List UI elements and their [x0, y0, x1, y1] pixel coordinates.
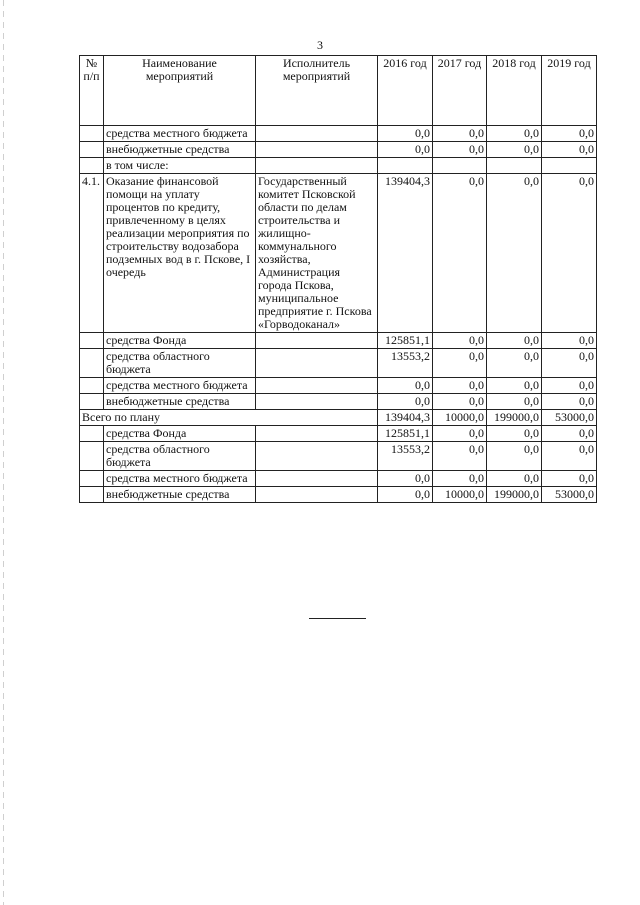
value-2017: 0,0 — [433, 349, 487, 378]
row-num — [80, 442, 104, 471]
row-name: средства Фонда — [104, 333, 256, 349]
value-2017: 0,0 — [433, 333, 487, 349]
value-2018: 0,0 — [487, 174, 542, 333]
row-num — [80, 333, 104, 349]
end-divider — [309, 618, 366, 619]
table-row — [80, 174, 597, 333]
budget-table — [79, 55, 597, 503]
value-2019: 0,0 — [542, 394, 597, 410]
value-2018: 0,0 — [487, 349, 542, 378]
row-num — [80, 142, 104, 158]
value-2017: 10000,0 — [433, 487, 487, 503]
row-num — [80, 471, 104, 487]
total-sub-row — [80, 487, 597, 503]
row-executor — [256, 471, 378, 487]
value-2019: 0,0 — [542, 426, 597, 442]
value-2019: 53000,0 — [542, 487, 597, 503]
total-label: Всего по плану — [80, 410, 378, 426]
row-num — [80, 487, 104, 503]
value-2018: 0,0 — [487, 426, 542, 442]
row-name: внебюджетные средства — [104, 487, 256, 503]
value-2017: 0,0 — [433, 442, 487, 471]
table-row — [80, 158, 597, 174]
row-name: средства областного бюджета — [104, 349, 256, 378]
page-number: 3 — [317, 38, 323, 52]
table-row — [80, 333, 597, 349]
row-executor: Государственный комитет Псковской области по делам строительства и жилищно-коммунального хозяйства, Администрация города Пскова, муниципальное предприятие г. Пскова «Горводоканал» — [256, 174, 378, 333]
value-2016: 139404,3 — [378, 174, 433, 333]
value-2016: 0,0 — [378, 394, 433, 410]
value-2017: 0,0 — [433, 394, 487, 410]
row-num — [80, 426, 104, 442]
value-2018: 0,0 — [487, 471, 542, 487]
row-num — [80, 378, 104, 394]
value-2016: 13553,2 — [378, 442, 433, 471]
header-year-2017: 2017 год — [433, 56, 487, 126]
value-2016 — [378, 158, 433, 174]
value-2017: 0,0 — [433, 126, 487, 142]
row-num: 4.1. — [80, 174, 104, 333]
row-name: в том числе: — [104, 158, 256, 174]
total-sub-row — [80, 426, 597, 442]
row-executor — [256, 487, 378, 503]
table-row — [80, 126, 597, 142]
value-2016: 0,0 — [378, 126, 433, 142]
value-2016: 0,0 — [378, 142, 433, 158]
row-num — [80, 349, 104, 378]
value-2017: 0,0 — [433, 471, 487, 487]
row-executor — [256, 126, 378, 142]
value-2017: 0,0 — [433, 142, 487, 158]
row-executor — [256, 442, 378, 471]
row-name: средства областного бюджета — [104, 442, 256, 471]
value-2019: 0,0 — [542, 333, 597, 349]
row-num — [80, 158, 104, 174]
row-name: внебюджетные средства — [104, 394, 256, 410]
row-num — [80, 126, 104, 142]
value-2019: 0,0 — [542, 174, 597, 333]
value-2019: 0,0 — [542, 378, 597, 394]
value-2017: 0,0 — [433, 174, 487, 333]
row-name: средства местного бюджета — [104, 378, 256, 394]
total-sub-row — [80, 471, 597, 487]
value-2017: 0,0 — [433, 378, 487, 394]
header-year-2019: 2019 год — [542, 56, 597, 126]
value-2016: 0,0 — [378, 378, 433, 394]
value-2016: 125851,1 — [378, 333, 433, 349]
value-2019: 0,0 — [542, 126, 597, 142]
table-row — [80, 142, 597, 158]
value-2019 — [542, 158, 597, 174]
total-2019: 53000,0 — [542, 410, 597, 426]
value-2019: 0,0 — [542, 142, 597, 158]
value-2019: 0,0 — [542, 442, 597, 471]
value-2018: 0,0 — [487, 442, 542, 471]
row-executor — [256, 394, 378, 410]
row-executor — [256, 158, 378, 174]
row-executor — [256, 142, 378, 158]
total-2017: 10000,0 — [433, 410, 487, 426]
value-2017 — [433, 158, 487, 174]
page-edge — [3, 0, 4, 905]
header-row — [80, 56, 597, 126]
row-name: средства Фонда — [104, 426, 256, 442]
value-2016: 0,0 — [378, 487, 433, 503]
row-name: средства местного бюджета — [104, 126, 256, 142]
value-2018: 0,0 — [487, 126, 542, 142]
total-2016: 139404,3 — [378, 410, 433, 426]
header-num: № п/п — [80, 56, 104, 126]
row-num — [80, 394, 104, 410]
table-row — [80, 378, 597, 394]
row-executor — [256, 378, 378, 394]
value-2019: 0,0 — [542, 471, 597, 487]
row-name: средства местного бюджета — [104, 471, 256, 487]
row-executor — [256, 333, 378, 349]
value-2018: 199000,0 — [487, 487, 542, 503]
value-2018: 0,0 — [487, 394, 542, 410]
row-name: внебюджетные средства — [104, 142, 256, 158]
total-2018: 199000,0 — [487, 410, 542, 426]
row-name: Оказание финансовой помощи на уплату процентов по кредиту, привлеченному в целях реализации мероприятия по строительству водозабора подземных вод в г. Пскове, I очередь — [104, 174, 256, 333]
row-executor — [256, 426, 378, 442]
header-name: Наименование мероприятий — [104, 56, 256, 126]
value-2018: 0,0 — [487, 333, 542, 349]
value-2018: 0,0 — [487, 142, 542, 158]
table-row — [80, 349, 597, 378]
value-2016: 125851,1 — [378, 426, 433, 442]
value-2018 — [487, 158, 542, 174]
table-row — [80, 394, 597, 410]
value-2018: 0,0 — [487, 378, 542, 394]
value-2016: 0,0 — [378, 471, 433, 487]
header-year-2018: 2018 год — [487, 56, 542, 126]
header-year-2016: 2016 год — [378, 56, 433, 126]
total-row — [80, 410, 597, 426]
row-executor — [256, 349, 378, 378]
value-2016: 13553,2 — [378, 349, 433, 378]
total-sub-row — [80, 442, 597, 471]
value-2019: 0,0 — [542, 349, 597, 378]
value-2017: 0,0 — [433, 426, 487, 442]
header-executor: Исполнитель мероприятий — [256, 56, 378, 126]
